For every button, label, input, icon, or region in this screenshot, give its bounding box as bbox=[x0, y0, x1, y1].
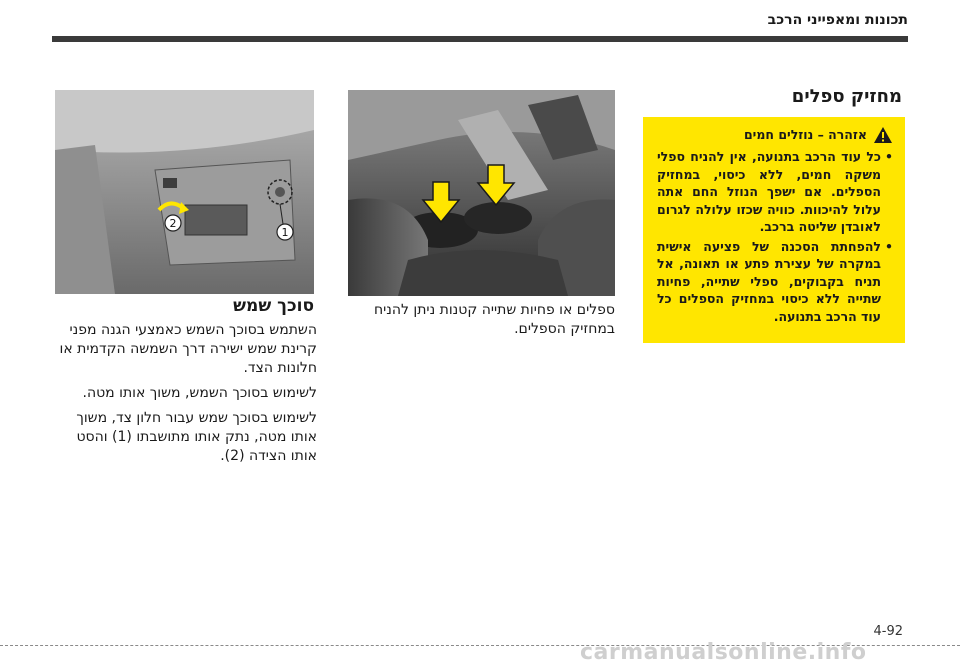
warning-item: • להפחתת הסכנה של פציעה אישית במקרה של עצירת פתע או תאונה, אל תניח בקבוקים, ספלי שתייה, פחיות שתייה ללא כיסוי במחזיק הספלים כל עוד הרכב בתנועה. bbox=[657, 238, 893, 326]
sunvisor-photo bbox=[55, 90, 314, 294]
callout-2 bbox=[165, 215, 181, 231]
section-title: מחזיק ספלים bbox=[791, 86, 902, 107]
sunvisor-text bbox=[55, 321, 317, 472]
warning-box bbox=[643, 117, 905, 343]
cupholder-photo bbox=[348, 90, 615, 296]
warning-heading-text: אזהרה – נוזלים חמים bbox=[743, 127, 867, 143]
header-title: תכונות ומאפייני הרכב bbox=[767, 12, 908, 28]
sunvisor-illustration bbox=[55, 90, 314, 294]
callout-1 bbox=[277, 224, 293, 240]
watermark: carmanualsonline.info bbox=[580, 640, 867, 665]
sunvisor-paragraph: לשימוש בסוכך שמש עבור חלון צד, משוך אותו מטה, נתק אותו מתושבתו (1) והסט אותו הצידה (2). bbox=[76, 410, 317, 464]
sunvisor-title: סוכך שמש bbox=[233, 296, 314, 316]
warning-triangle-icon bbox=[873, 126, 893, 144]
warning-item: • כל עוד הרכב בתנועה, אין להניח ספלי משקה חמים, ללא כיסוי, במחזיק הספלים. אם ישפך הנוזל החם אתה עלול להיכוות. כוויה שכזו עלולה לגרום לאובדן שליטה ברכב. bbox=[657, 148, 893, 236]
warning-list bbox=[657, 148, 893, 325]
cupholder-text: ספלים או פחיות שתייה קטנות ניתן להניח במחזיק הספלים. bbox=[373, 302, 615, 337]
warning-heading bbox=[657, 126, 893, 144]
header-rule bbox=[52, 36, 908, 42]
sunvisor-paragraph: השתמש בסוכך השמש כאמצעי הגנה מפני קרינת שמש ישירה דרך השמשה הקדמית או חלונות הצד. bbox=[59, 322, 317, 376]
callout-2-label: 2 bbox=[169, 217, 177, 230]
sunvisor-paragraph: לשימוש בסוכך השמש, משוך אותו מטה. bbox=[82, 385, 317, 401]
cupholder-illustration bbox=[348, 90, 615, 296]
callout-1-label: 1 bbox=[281, 226, 289, 239]
page-number: 4-92 bbox=[873, 624, 903, 639]
